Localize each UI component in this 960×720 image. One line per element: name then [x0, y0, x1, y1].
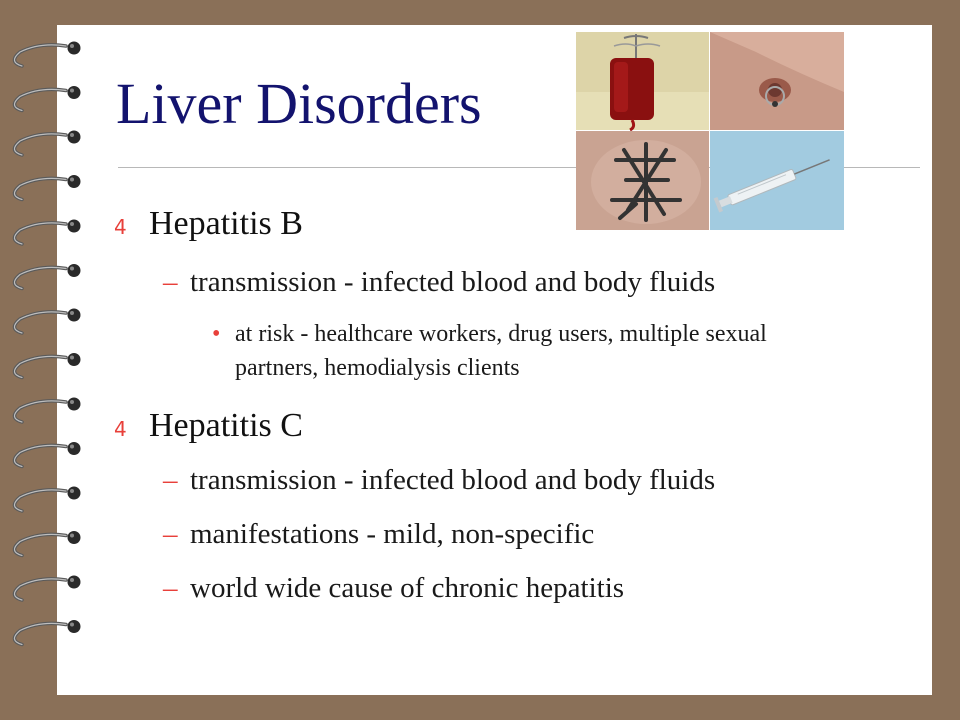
dash-marker-icon: –	[163, 266, 178, 298]
dash-marker-icon: –	[163, 572, 178, 604]
slide-title: Liver Disorders	[116, 71, 482, 136]
bullet-marker-icon: 4	[114, 215, 127, 239]
bullet-label: Hepatitis B	[149, 205, 303, 242]
bullet-hepatitis-b	[114, 205, 303, 243]
dash-marker-icon: –	[163, 464, 178, 496]
sub-bullet	[163, 518, 594, 551]
bullet-hepatitis-c	[114, 407, 303, 445]
sub-bullet-text: transmission - infected blood and body fluids	[190, 464, 716, 496]
sub-sub-bullet-text: at risk - healthcare workers, drug users, multiple sexual partners, hemodialysis clients	[235, 321, 767, 381]
bullet-marker-icon: 4	[114, 417, 127, 441]
sub-bullet-text: world wide cause of chronic hepatitis	[190, 572, 625, 604]
dash-marker-icon: –	[163, 518, 178, 550]
sub-bullet-text: manifestations - mild, non-specific	[190, 518, 595, 550]
sub-bullet	[163, 464, 715, 497]
bullet-label: Hepatitis C	[149, 407, 303, 444]
sub-sub-bullet	[212, 317, 852, 385]
sub-bullet-text: transmission - infected blood and body fluids	[190, 266, 716, 298]
dot-marker-icon: •	[212, 321, 221, 347]
sub-bullet	[163, 266, 715, 299]
sub-bullet	[163, 572, 624, 605]
